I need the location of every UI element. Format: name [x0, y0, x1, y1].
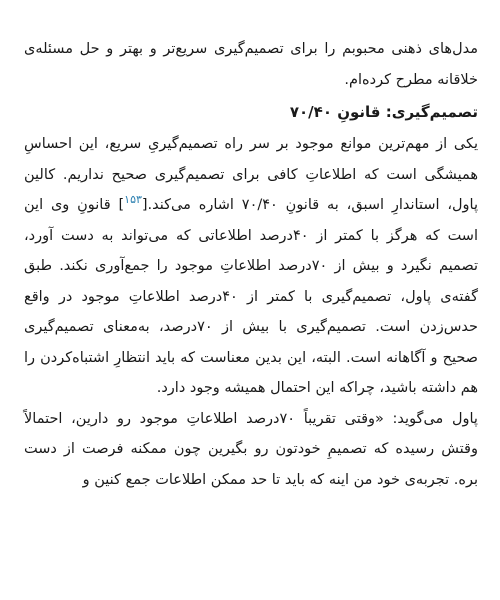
- body-paragraph-1-text-a: یکی از مهم‌ترین موانع موجود بر سر راه تصمیم‌گیریِ سریع، این احساسِ همیشگی است که اطلاعاتِ کافی برای تصمیم‌گیری صحیح نداریم. کالین پاول، استاندارِ اسبق، به قانونِ ۷۰/۴۰ اشاره می‌کند.[: [24, 136, 479, 213]
- section-heading: تصمیم‌گیری: قانونِ ۷۰/۴۰: [289, 103, 478, 121]
- footnote-reference-link[interactable]: ۱۵۳: [124, 193, 142, 207]
- body-paragraph-1: [24, 129, 478, 404]
- body-paragraph-2: پاول می‌گوید: «وقتی تقریباً ۷۰درصد اطلاعاتِ موجود رو دارین، احتمالاً وقتش رسیده که تصمیمِ خودتون رو بگیرین چون ممکنه فرصت از دست بره. تجربه‌ی خود من اینه که باید تا حد ممکن اطلاعات جمع کنین و: [24, 410, 478, 488]
- intro-paragraph: مدل‌های ذهنی محبوبم را برای تصمیم‌گیری سریع‌تر و بهتر و حل مسئله‌ی خلاقانه مطرح کرده‌ام.: [24, 41, 478, 88]
- body-paragraph-1-text-b: ] قانونِ وی این است که هرگز با کمتر از ۴۰درصد اطلاعاتی که می‌تواند به دست آورد، تصمیم نگیرد و بیش از ۷۰درصد اطلاعاتِ موجود را جمع‌آوری نکند. طبق گفته‌ی پاول، تصمیم‌گیری با کمتر از ۴۰درصد اطلاعاتِ موجود در واقع حدس‌زدن است. تصمیم‌گیری با بیش از ۷۰درصد، به‌معنای تصمیم‌گیری صحیح و آگاهانه است. البته، این بدین معناست که باید انتظارِ اشتباه‌کردن را هم داشته باشید، چراکه این احتمال همیشه وجود دارد.: [24, 197, 478, 396]
